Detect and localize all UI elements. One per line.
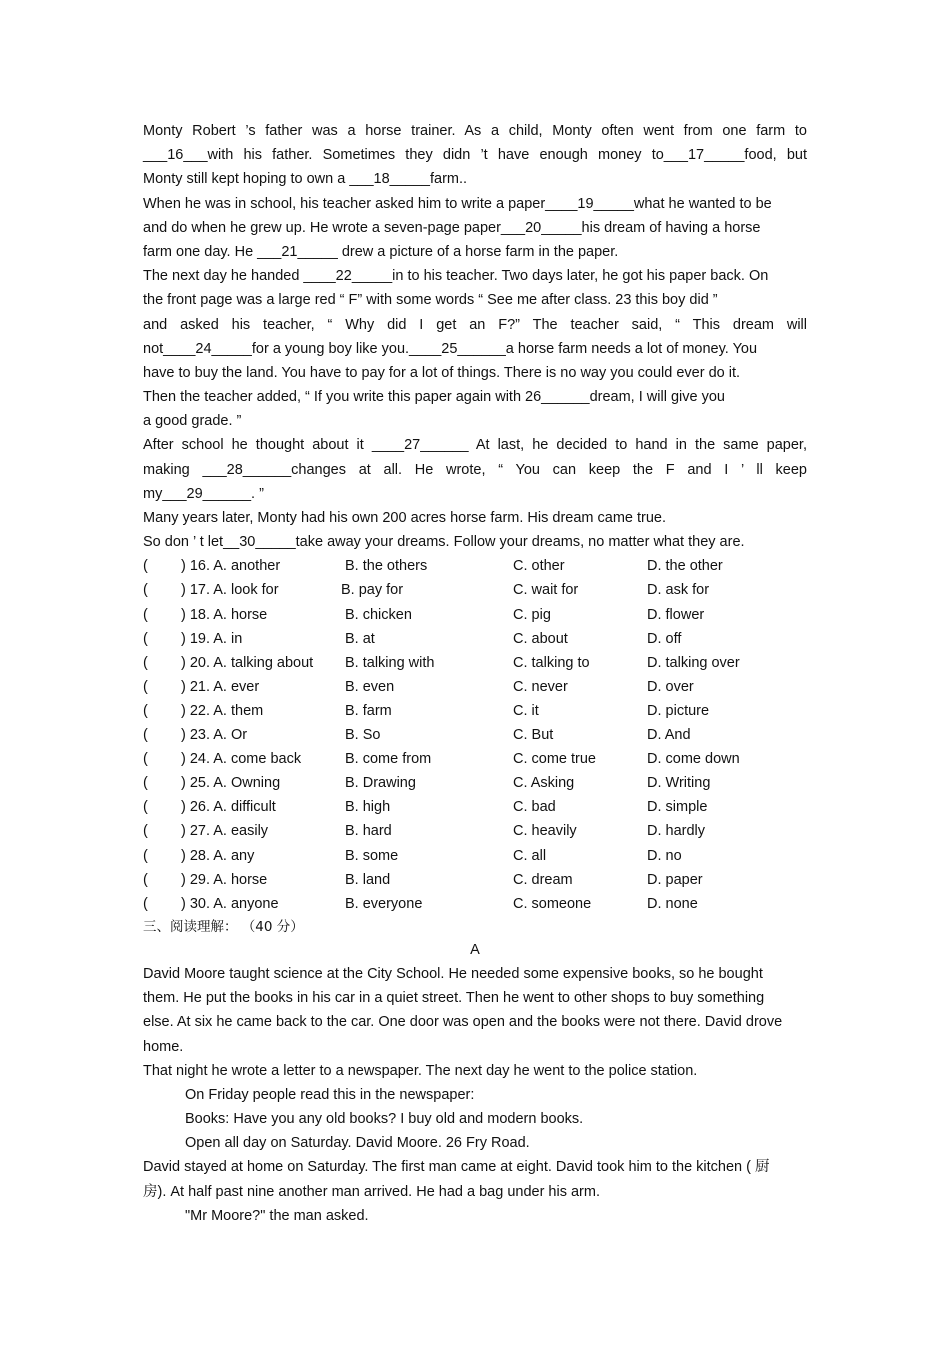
cloze-line: have to buy the land. You have to pay for a lot of things. There is no way you could ever do it. — [143, 364, 741, 381]
option-d: D. over — [647, 678, 694, 695]
option-d: D. simple — [647, 799, 708, 816]
option-c: C. about — [513, 630, 568, 647]
passage-line: them. He put the books in his car in a quiet street. Then he went to other shops to buy something — [143, 990, 765, 1007]
option-a: ) 19. A. in — [181, 630, 243, 647]
reading-passage — [143, 962, 807, 1228]
option-c: C. bad — [513, 799, 556, 816]
option-c: C. someone — [513, 895, 592, 912]
option-c: C. all — [513, 847, 547, 864]
question-row — [143, 868, 807, 892]
answer-paren: ( — [143, 751, 148, 768]
option-b: B. the others — [345, 558, 428, 575]
answer-paren: ( — [143, 871, 148, 888]
question-row — [143, 747, 807, 771]
question-row — [143, 723, 807, 747]
answer-paren: ( — [143, 702, 148, 719]
cloze-line: ___16___with his father. Sometimes they didn ’t have enough money to___17_____food, but — [143, 147, 807, 164]
answer-paren: ( — [143, 727, 148, 744]
option-b: B. at — [345, 630, 375, 647]
option-b: B. Drawing — [345, 775, 416, 792]
option-b: B. So — [345, 727, 381, 744]
answer-paren: ( — [143, 558, 148, 575]
option-a: ) 24. A. come back — [181, 751, 302, 768]
option-a: ) 28. A. any — [181, 847, 255, 864]
option-b: B. talking with — [345, 654, 435, 671]
answer-paren: ( — [143, 895, 148, 912]
cloze-line: When he was in school, his teacher asked him to write a paper____19_____what he wanted to be — [143, 195, 772, 212]
document-page — [143, 119, 807, 1228]
option-a: ) 25. A. Owning — [181, 775, 281, 792]
option-a: ) 21. A. ever — [181, 678, 260, 695]
answer-paren: ( — [143, 654, 148, 671]
option-c: C. it — [513, 702, 539, 719]
option-c: C. Asking — [513, 775, 575, 792]
option-a: ) 26. A. difficult — [181, 799, 276, 816]
section-heading: 三、阅读理解： （40 分） — [143, 918, 304, 935]
option-d: D. And — [647, 727, 691, 744]
option-a: ) 22. A. them — [181, 702, 264, 719]
option-a: ) 17. A. look for — [181, 582, 279, 599]
cloze-line: making ___28______changes at all. He wrote, “ You can keep the F and I ’ ll keep — [143, 461, 807, 478]
option-c: C. never — [513, 678, 568, 695]
passage-line: home. — [143, 1038, 184, 1055]
option-a: ) 16. A. another — [181, 558, 281, 575]
passage-label: A — [470, 941, 480, 958]
option-d: D. talking over — [647, 654, 740, 671]
option-d: D. paper — [647, 871, 703, 888]
option-c: C. come true — [513, 751, 596, 768]
question-row — [143, 675, 807, 699]
question-row — [143, 603, 807, 627]
option-b: B. land — [345, 871, 391, 888]
cloze-line: Then the teacher added, “ If you write this paper again with 26______dream, I will give you — [143, 389, 725, 406]
cloze-line: a good grade. ” — [143, 413, 242, 430]
option-a: ) 18. A. horse — [181, 606, 268, 623]
question-row — [143, 699, 807, 723]
option-a: ) 20. A. talking about — [181, 654, 314, 671]
question-row — [143, 554, 807, 578]
cloze-line: Monty Robert ’s father was a horse trainer. As a child, Monty often went from one farm to — [143, 123, 807, 139]
answer-paren: ( — [143, 630, 148, 647]
option-b: B. farm — [345, 702, 392, 719]
cloze-line: and do when he grew up. He wrote a seven-page paper___20_____his dream of having a horse — [143, 219, 761, 236]
option-d: D. the other — [647, 558, 723, 575]
answer-paren: ( — [143, 799, 148, 816]
option-a: ) 30. A. anyone — [181, 895, 279, 912]
option-d: D. flower — [647, 606, 705, 623]
option-d: D. hardly — [647, 823, 706, 840]
question-row — [143, 892, 807, 916]
passage-line: David stayed at home on Saturday. The first man came at eight. David took him to the kitchen ( 厨 — [143, 1159, 770, 1176]
cloze-line: Monty still kept hoping to own a ___18_____farm.. — [143, 171, 468, 188]
passage-line: else. At six he came back to the car. One door was open and the books were not there. David drove — [143, 1014, 783, 1031]
passage-line: David Moore taught science at the City School. He needed some expensive books, so he bought — [143, 965, 763, 982]
question-row — [143, 651, 807, 675]
option-c: C. other — [513, 558, 565, 575]
option-c: C. dream — [513, 871, 573, 888]
question-row — [143, 771, 807, 795]
option-b: B. come from — [345, 751, 432, 768]
cloze-line: After school he thought about it ____27______ At last, he decided to hand in the same paper, — [143, 437, 807, 454]
option-c: C. But — [513, 727, 554, 744]
option-d: D. ask for — [647, 582, 710, 599]
cloze-line: farm one day. He ___21_____ drew a picture of a horse farm in the paper. — [143, 243, 619, 260]
cloze-line: my___29______. ” — [143, 485, 264, 502]
cloze-line: The next day he handed ____22_____in to his teacher. Two days later, he got his paper back. On — [143, 268, 769, 285]
option-b: B. some — [345, 847, 399, 864]
passage-line: On Friday people read this in the newspaper: — [185, 1086, 475, 1103]
question-row — [143, 578, 807, 602]
option-d: D. off — [647, 630, 682, 647]
answer-paren: ( — [143, 847, 148, 864]
option-c: C. pig — [513, 606, 551, 623]
passage-line: That night he wrote a letter to a newspaper. The next day he went to the police station. — [143, 1062, 698, 1079]
option-a: ) 27. A. easily — [181, 823, 269, 840]
option-a: ) 23. A. Or — [181, 727, 248, 744]
option-d: D. none — [647, 895, 698, 912]
question-row — [143, 627, 807, 651]
question-row — [143, 844, 807, 868]
option-d: D. picture — [647, 702, 710, 719]
option-b: B. everyone — [345, 895, 423, 912]
answer-paren: ( — [143, 775, 148, 792]
option-d: D. come down — [647, 751, 740, 768]
cloze-line: So don ’ t let__30_____take away your dreams. Follow your dreams, no matter what they are. — [143, 534, 745, 551]
question-row — [143, 795, 807, 819]
passage-line: Open all day on Saturday. David Moore. 26 Fry Road. — [185, 1135, 530, 1152]
cloze-line: and asked his teacher, “ Why did I get an F?” The teacher said, “ This dream will — [143, 316, 807, 333]
answer-paren: ( — [143, 678, 148, 695]
passage-line: "Mr Moore?" the man asked. — [185, 1207, 369, 1224]
answer-paren: ( — [143, 823, 148, 840]
question-list — [143, 554, 807, 915]
cloze-passage — [143, 119, 807, 554]
option-b: B. pay for — [341, 582, 404, 599]
answer-paren: ( — [143, 582, 148, 599]
answer-paren: ( — [143, 606, 148, 623]
option-b: B. even — [345, 678, 395, 695]
passage-line: 房). At half past nine another man arrived. He had a bag under his arm. — [143, 1183, 600, 1200]
option-a: ) 29. A. horse — [181, 871, 268, 888]
option-b: B. high — [345, 799, 391, 816]
option-c: C. talking to — [513, 654, 590, 671]
cloze-line: Many years later, Monty had his own 200 acres horse farm. His dream came true. — [143, 510, 667, 526]
option-d: D. no — [647, 847, 682, 864]
option-b: B. hard — [345, 823, 392, 840]
question-row — [143, 819, 807, 843]
option-c: C. heavily — [513, 823, 577, 840]
cloze-line: not____24_____for a young boy like you.____25______a horse farm needs a lot of money. You — [143, 340, 758, 357]
cloze-line: the front page was a large red “ F” with some words “ See me after class. 23 this boy did ” — [143, 292, 718, 309]
option-c: C. wait for — [513, 582, 579, 599]
option-b: B. chicken — [345, 606, 412, 623]
option-d: D. Writing — [647, 775, 711, 792]
passage-line: Books: Have you any old books? I buy old and modern books. — [185, 1111, 584, 1128]
